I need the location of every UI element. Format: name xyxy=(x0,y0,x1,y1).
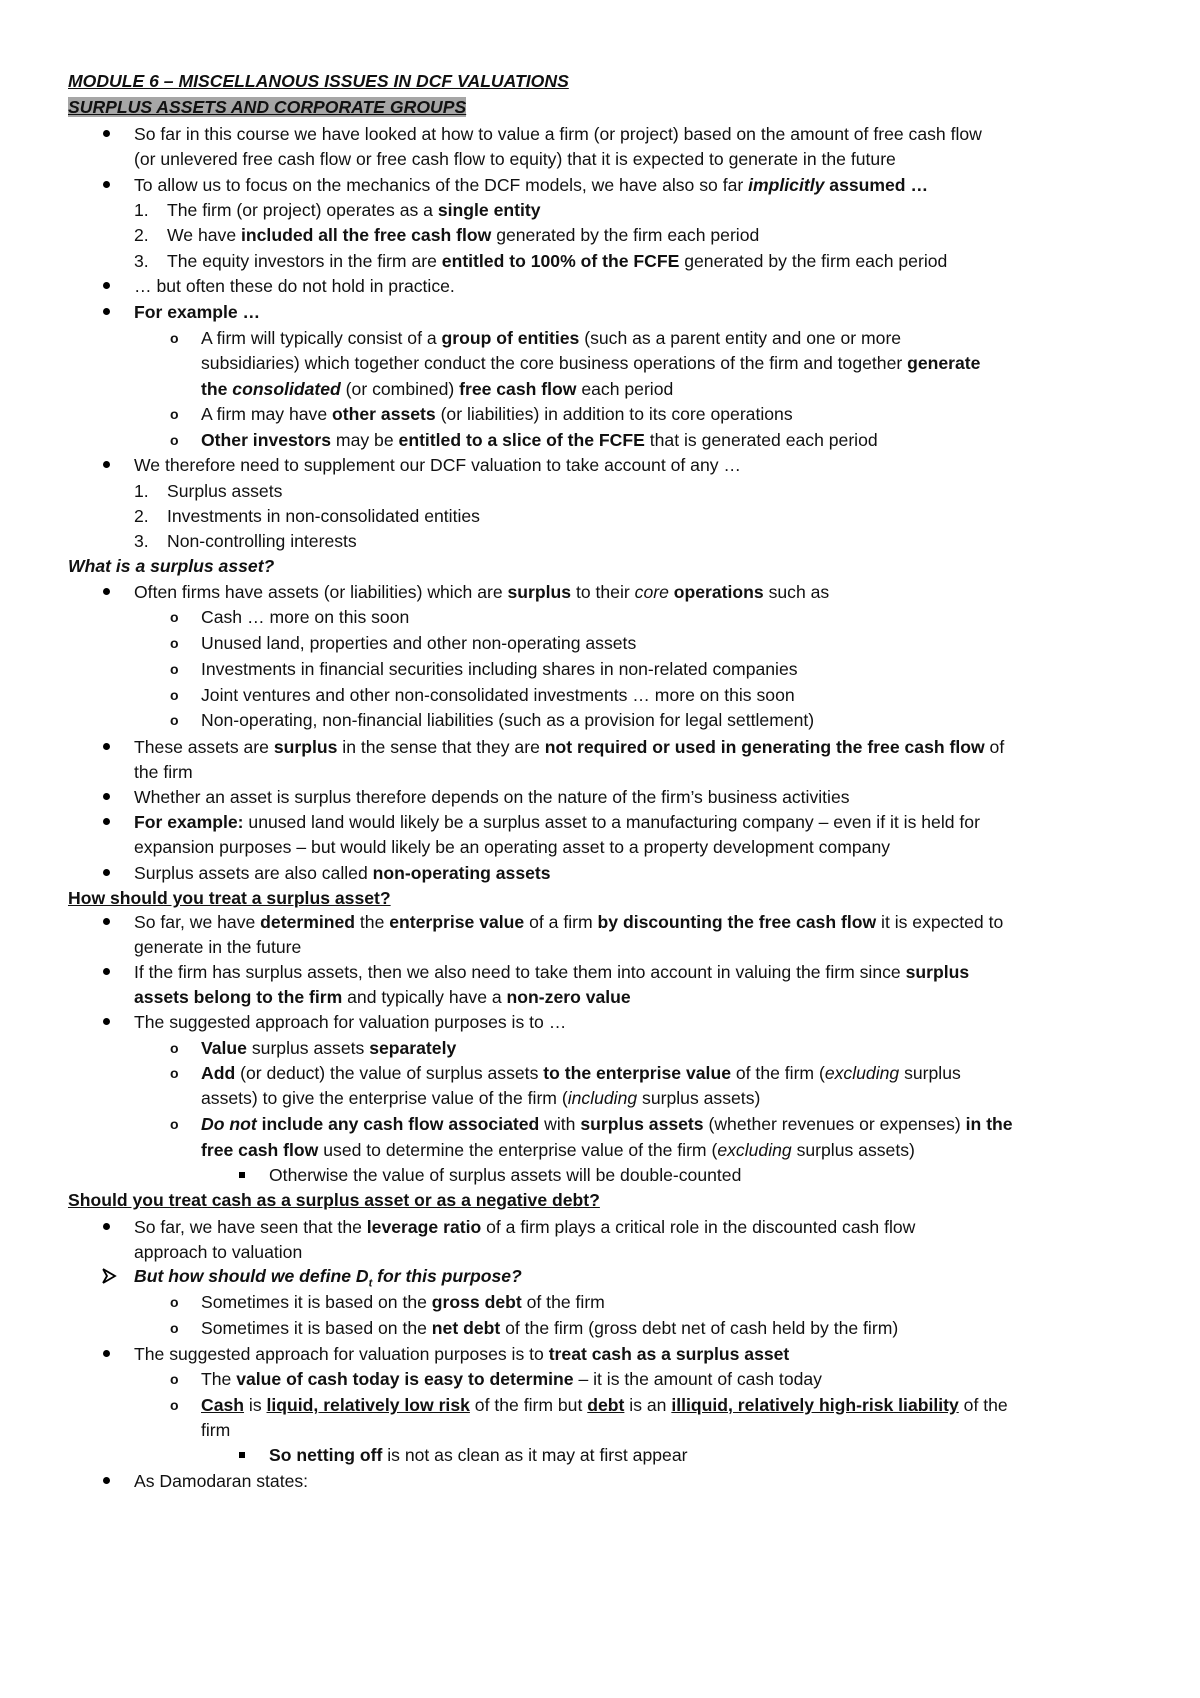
text: used to determine the enterprise value of the firm ( xyxy=(318,1140,718,1160)
text: These assets are xyxy=(134,737,274,757)
text: Sometimes it is based on the xyxy=(201,1292,432,1312)
text: with xyxy=(539,1114,581,1134)
bullet-icon xyxy=(103,461,110,468)
text: it is expected to xyxy=(876,912,1004,932)
sub-bullet-line: Joint ventures and other non-consolidated investments … more on this soon xyxy=(201,685,795,705)
text: to their xyxy=(571,582,635,602)
text: (or liabilities) in addition to its core operations xyxy=(435,404,793,424)
bullet-icon xyxy=(103,818,110,825)
hollow-bullet: o xyxy=(170,1065,179,1081)
section-heading-text: SURPLUS ASSETS AND CORPORATE GROUPS xyxy=(68,97,467,117)
text: net debt xyxy=(431,1318,501,1338)
number-marker: 3. xyxy=(134,251,149,271)
bullet-line: As Damodaran states: xyxy=(134,1471,309,1491)
text: The suggested approach for valuation purposes is to xyxy=(134,1344,549,1364)
text: single entity xyxy=(437,200,541,220)
text: subsidiaries) which together conduct the core business operations of the firm and together xyxy=(201,353,908,373)
hollow-bullet: o xyxy=(170,1040,179,1056)
hollow-bullet: o xyxy=(170,330,179,346)
text: core xyxy=(634,582,669,602)
document-title xyxy=(68,69,569,93)
text: consolidated xyxy=(232,379,341,399)
text: each period xyxy=(576,379,674,399)
text: surplus xyxy=(273,737,338,757)
bullet-line xyxy=(134,861,551,885)
text: So netting off xyxy=(269,1445,383,1465)
hollow-bullet: o xyxy=(170,687,179,703)
text: surplus assets) xyxy=(791,1140,915,1160)
text: Value xyxy=(201,1038,247,1058)
text: debt xyxy=(587,1395,625,1415)
hollow-bullet: o xyxy=(170,1397,179,1413)
number-marker: 1. xyxy=(134,200,149,220)
bullet-icon xyxy=(103,181,110,188)
sub-bullet-line xyxy=(201,1316,898,1340)
hollow-bullet: o xyxy=(170,1371,179,1387)
square-bullet-icon xyxy=(239,1172,245,1178)
arrow-bullet-icon xyxy=(101,1268,117,1284)
sub-bullet-line xyxy=(201,326,901,350)
numbered-item xyxy=(167,223,759,247)
sub-bullet-line-cont: firm xyxy=(201,1420,231,1440)
text: may be xyxy=(331,430,399,450)
text: surplus xyxy=(899,1063,961,1083)
bullet-icon xyxy=(103,282,110,289)
bullet-line xyxy=(134,910,1003,934)
text: gross debt xyxy=(431,1292,522,1312)
bullet-line-cont xyxy=(134,985,631,1009)
sub-bullet-line xyxy=(201,1393,1008,1417)
bullet-line xyxy=(134,122,982,146)
text: other assets xyxy=(332,404,436,424)
text: Add xyxy=(201,1063,236,1083)
sub-bullet-line-cont xyxy=(201,1086,760,1110)
text: group of entities xyxy=(441,328,580,348)
text: The firm (or project) operates as a xyxy=(167,200,438,220)
text: the xyxy=(201,379,233,399)
text: of the firm (gross debt net of cash held by the firm) xyxy=(500,1318,899,1338)
bullet-icon xyxy=(103,1477,110,1484)
bullet-line xyxy=(134,580,829,604)
hollow-bullet: o xyxy=(170,661,179,677)
text: is xyxy=(244,1395,267,1415)
bullet-icon xyxy=(103,743,110,750)
bullet-line xyxy=(134,274,455,298)
text: surplus assets xyxy=(580,1114,704,1134)
text: leverage ratio xyxy=(366,1217,482,1237)
text: (or combined) xyxy=(340,379,460,399)
text: entitled to a slice of the FCFE xyxy=(398,430,645,450)
text: A firm will typically consist of a xyxy=(201,328,442,348)
text: free cash flow xyxy=(459,379,577,399)
sub-sub-bullet-line xyxy=(269,1443,687,1467)
text: illiquid, relatively high-risk liability xyxy=(671,1395,959,1415)
text: generate xyxy=(907,353,981,373)
question-heading: Should you treat cash as a surplus asset or as a negative debt? xyxy=(68,1190,600,1210)
hollow-bullet: o xyxy=(170,1320,179,1336)
text: Other investors xyxy=(201,430,332,450)
bullet-icon xyxy=(103,308,110,315)
text: Often firms have assets (or liabilities) which are xyxy=(134,582,508,602)
text: non-zero value xyxy=(506,987,631,1007)
numbered-item: Investments in non-consolidated entities xyxy=(167,506,480,526)
sub-bullet-line xyxy=(201,1061,961,1085)
text: non-operating assets xyxy=(372,863,551,883)
bullet-icon xyxy=(103,1223,110,1230)
hollow-bullet: o xyxy=(170,635,179,651)
text: So far, we have xyxy=(134,912,261,932)
text: Surplus assets are also called xyxy=(134,863,373,883)
bullet-line-cont: the firm xyxy=(134,762,193,782)
text: the xyxy=(355,912,390,932)
text: by discounting the free cash flow xyxy=(597,912,877,932)
text: operations xyxy=(668,582,764,602)
sub-bullet-line: Cash … more on this soon xyxy=(201,607,410,627)
text: (such as a parent entity and one or more xyxy=(579,328,902,348)
text: treat cash as a surplus asset xyxy=(548,1344,790,1364)
text: Do not xyxy=(201,1114,257,1134)
hollow-bullet: o xyxy=(170,432,179,448)
sub-bullet-line-cont xyxy=(201,377,673,401)
numbered-item xyxy=(167,198,541,222)
text: of xyxy=(984,737,1005,757)
text: entitled to 100% of the FCFE xyxy=(441,251,680,271)
text: Sometimes it is based on the xyxy=(201,1318,432,1338)
sub-sub-bullet-line: Otherwise the value of surplus assets will be double-counted xyxy=(269,1165,742,1185)
sub-bullet-line: Unused land, properties and other non-operating assets xyxy=(201,633,637,653)
text: for this purpose? xyxy=(372,1266,522,1286)
text: The xyxy=(201,1369,237,1389)
text: determined xyxy=(260,912,356,932)
text: surplus xyxy=(905,962,970,982)
text: A firm may have xyxy=(201,404,333,424)
text: enterprise value xyxy=(389,912,525,932)
sub-bullet-line-cont xyxy=(201,351,980,375)
text: that is generated each period xyxy=(644,430,878,450)
bullet-line-cont: expansion purposes – but would likely be an operating asset to a property development company xyxy=(134,837,891,857)
hollow-bullet: o xyxy=(170,1116,179,1132)
text: include any cash flow associated xyxy=(256,1114,540,1134)
sub-bullet-line: Non-operating, non-financial liabilities (such as a provision for legal settlement) xyxy=(201,710,815,730)
text: Cash xyxy=(201,1395,245,1415)
numbered-item: Surplus assets xyxy=(167,481,283,501)
square-bullet-icon xyxy=(239,1452,245,1458)
text: of a firm xyxy=(524,912,598,932)
text: (whether revenues or expenses) xyxy=(703,1114,966,1134)
number-marker: 1. xyxy=(134,481,149,501)
bullet-icon xyxy=(103,918,110,925)
text: So far in this course we have looked at how to value a firm (or project) based on the amount of free cash flow xyxy=(134,124,982,144)
bullet-icon xyxy=(103,968,110,975)
bullet-line xyxy=(134,810,980,834)
text: If the firm has surplus assets, then we also need to take them into account in valuing the firm since xyxy=(134,962,906,982)
text: to the enterprise value xyxy=(543,1063,731,1083)
text: generated by the firm each period xyxy=(491,225,760,245)
bullet-icon xyxy=(103,869,110,876)
text: is not as clean as it may at first appear xyxy=(382,1445,688,1465)
text: of the firm but xyxy=(469,1395,588,1415)
bullet-icon xyxy=(103,588,110,595)
text: of a firm plays a critical role in the discounted cash flow xyxy=(481,1217,916,1237)
number-marker: 3. xyxy=(134,531,149,551)
text: We have xyxy=(167,225,242,245)
bullet-line xyxy=(134,300,260,324)
bullet-line-cont: generate in the future xyxy=(134,937,302,957)
text: unused land would likely be a surplus asset to a manufacturing company – even if it is held for xyxy=(243,812,980,832)
text: such as xyxy=(763,582,830,602)
bullet-icon xyxy=(103,793,110,800)
sub-bullet-line xyxy=(201,1367,822,1391)
text: (or unlevered free cash flow or free cash flow to equity) that it is expected to generate in the future xyxy=(134,149,896,169)
hollow-bullet: o xyxy=(170,1294,179,1310)
bullet-line xyxy=(134,960,969,984)
hollow-bullet: o xyxy=(170,406,179,422)
text: For example … xyxy=(134,302,261,322)
text: including xyxy=(567,1088,638,1108)
text: implicitly xyxy=(748,175,825,195)
text: t xyxy=(368,1277,373,1290)
numbered-item: Non-controlling interests xyxy=(167,531,357,551)
text: of the xyxy=(958,1395,1008,1415)
sub-bullet-line xyxy=(201,402,793,426)
text: in the sense that they are xyxy=(337,737,545,757)
text: separately xyxy=(369,1038,457,1058)
sub-bullet-line xyxy=(201,1036,456,1060)
text: liquid, relatively low risk xyxy=(266,1395,470,1415)
text: surplus assets xyxy=(246,1038,370,1058)
text: We therefore need to supplement our DCF valuation to take account of any … xyxy=(134,455,742,475)
text: excluding xyxy=(717,1140,792,1160)
sub-bullet-line-cont xyxy=(201,1138,915,1162)
number-marker: 2. xyxy=(134,225,149,245)
numbered-item xyxy=(167,249,947,273)
text: For example: xyxy=(134,812,244,832)
text: The equity investors in the firm are xyxy=(167,251,442,271)
text: and typically have a xyxy=(342,987,507,1007)
sub-bullet-line xyxy=(201,1112,1013,1136)
bullet-line: The suggested approach for valuation purposes is to … xyxy=(134,1012,567,1032)
bullet-line: Whether an asset is surplus therefore depends on the nature of the firm’s business activities xyxy=(134,787,850,807)
sub-bullet-line xyxy=(201,1290,605,1314)
text: To allow us to focus on the mechanics of the DCF models, we have also so far xyxy=(134,175,749,195)
bullet-line-cont xyxy=(134,147,896,171)
text: excluding xyxy=(824,1063,900,1083)
hollow-bullet: o xyxy=(170,609,179,625)
sub-bullet-line: Investments in financial securities including shares in non-related companies xyxy=(201,659,798,679)
text: of the firm ( xyxy=(730,1063,825,1083)
text: is an xyxy=(624,1395,672,1415)
text: in the xyxy=(965,1114,1013,1134)
bullet-icon xyxy=(103,130,110,137)
hollow-bullet: o xyxy=(170,712,179,728)
text: surplus assets) xyxy=(637,1088,761,1108)
bullet-icon xyxy=(103,1350,110,1357)
text: free cash flow xyxy=(201,1140,319,1160)
text: value of cash today is easy to determine xyxy=(236,1369,574,1389)
title-text: MODULE 6 – MISCELLANOUS ISSUES IN DCF VALUATIONS xyxy=(68,71,569,91)
question-heading: How should you treat a surplus asset? xyxy=(68,888,391,908)
bullet-line xyxy=(134,173,928,197)
text: included all the free cash flow xyxy=(241,225,492,245)
bullet-line xyxy=(134,735,1004,759)
text: not required or used in generating the free cash flow xyxy=(544,737,985,757)
text: generated by the firm each period xyxy=(679,251,948,271)
bullet-line-cont: approach to valuation xyxy=(134,1242,303,1262)
section-heading xyxy=(68,95,466,119)
text: – it is the amount of cash today xyxy=(573,1369,822,1389)
text: assets) to give the enterprise value of the firm ( xyxy=(201,1088,568,1108)
bullet-line xyxy=(134,1215,915,1239)
text: (or deduct) the value of surplus assets xyxy=(235,1063,544,1083)
text: So far, we have seen that the xyxy=(134,1217,367,1237)
text: surplus xyxy=(507,582,572,602)
text: of the firm xyxy=(521,1292,605,1312)
bullet-line xyxy=(134,1342,789,1366)
sub-bullet-line xyxy=(201,428,878,452)
bullet-icon xyxy=(103,1018,110,1025)
text: But how should we define D xyxy=(134,1266,369,1286)
text: assumed … xyxy=(824,175,929,195)
bullet-line xyxy=(134,453,741,477)
text: assets belong to the firm xyxy=(134,987,343,1007)
number-marker: 2. xyxy=(134,506,149,526)
question-heading: What is a surplus asset? xyxy=(68,556,275,576)
text: … but often these do not hold in practice. xyxy=(134,276,455,296)
